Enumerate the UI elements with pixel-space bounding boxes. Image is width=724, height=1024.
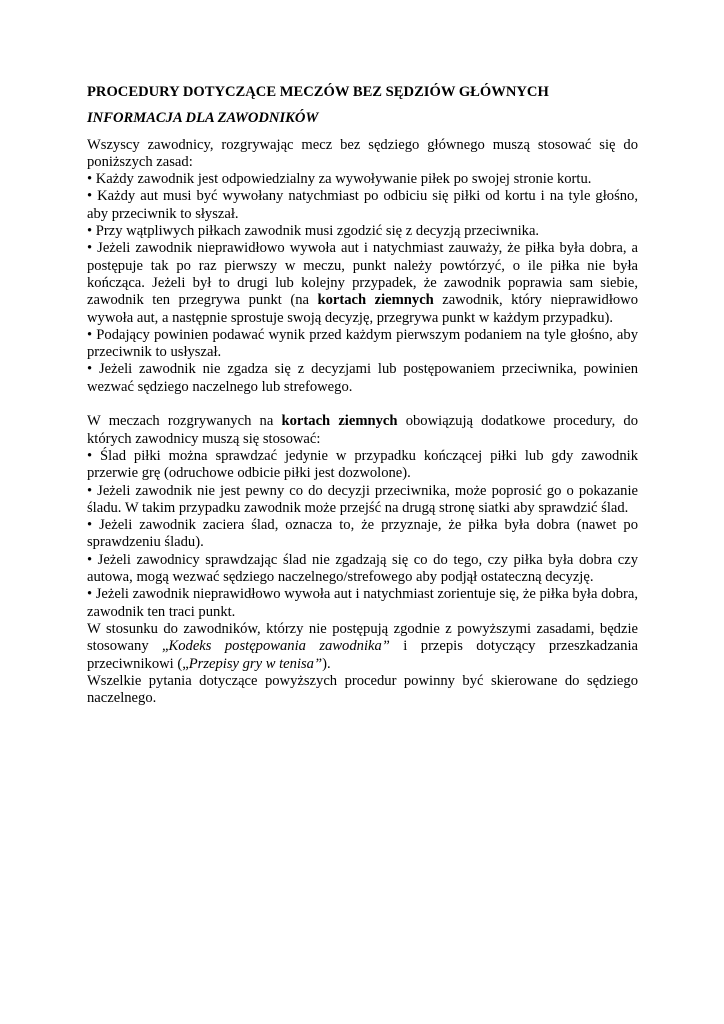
bullet-item: • Przy wątpliwych piłkach zawodnik musi zgodzić się z decyzją przeciwnika. (87, 223, 540, 240)
text-run: zawodnik ten przegrywa punkt (na (87, 292, 309, 309)
text-line (87, 656, 638, 673)
bullet-item: • Jeżeli zawodnik nieprawidłowo wywoła aut i natychmiast zauważy, że piłka była dobra, a (87, 240, 638, 257)
section-basic-rules (87, 137, 638, 396)
text-line: W stosunku do zawodników, którzy nie postępują zgodnie z powyższymi zasadami, będzie (87, 620, 638, 637)
text-line: sprawdzeniu śladu). (87, 534, 204, 551)
text-line: kończąca. Jeżeli był to drugi lub kolejny przypadek, że zawodnik poprawia sam siebie, (87, 274, 638, 291)
bullet-item: • Podający powinien podawać wynik przed każdym pierwszym podaniem na tyle głośno, aby (87, 326, 638, 343)
text-line: przeciwnik to usłyszał. (87, 344, 222, 361)
bullet-item: • Jeżeli zawodnicy sprawdzając ślad nie zgadzają się co do tego, czy piłka była dobra czy (87, 551, 638, 568)
text-line: przerwie grę (odruchowe odbicie piłki jest dozwolone). (87, 465, 411, 482)
text-run: i przepis dotyczący przeszkadzania (389, 638, 638, 655)
paragraph-gap (87, 396, 638, 413)
italic-text: Kodeks postępowania zawodnika” (168, 638, 390, 655)
text-line (87, 638, 638, 655)
bullet-item: • Jeżeli zawodnik nie jest pewny co do decyzji przeciwnika, może poprosić go o pokazanie (87, 482, 638, 499)
text-run: obowiązują dodatkowe procedury, do (405, 413, 638, 430)
text-line: śladu. W takim przypadku zawodnik może przejść na drugą stronę siatki aby sprawdzić ślad. (87, 499, 629, 516)
bullet-item: • Każdy zawodnik jest odpowiedzialny za wywoływanie piłek po swojej stronie kortu. (87, 171, 592, 188)
bullet-item: • Jeżeli zawodnik nie zgadza się z decyzjami lub postępowaniem przeciwnika, powinien (87, 361, 638, 378)
text-line: zawodnik ten traci punkt. (87, 603, 236, 620)
text-line: wywoła aut, a następnie sprostuje swoją decyzję, przegrywa punkt w każdym przypadku). (87, 309, 614, 326)
document-page (87, 84, 638, 707)
text-run: stosowany „ (87, 638, 169, 655)
section-clay-court-rules (87, 413, 638, 707)
text-line: poniższych zasad: (87, 153, 193, 170)
bold-text: kortach ziemnych (281, 413, 398, 430)
text-line (87, 292, 638, 309)
text-run: zawodnik, który nieprawidłowo (442, 292, 639, 309)
text-line: których zawodnicy muszą się stosować: (87, 430, 321, 447)
text-run: ). (322, 655, 331, 672)
text-line: wezwać sędziego naczelnego lub strefowego. (87, 378, 353, 395)
text-line: autowa, mogą wezwać sędziego naczelnego/strefowego aby podjął ostateczną decyzję. (87, 569, 594, 586)
italic-text: Przepisy gry w tenisa” (188, 655, 323, 672)
document-subtitle: INFORMACJA DLA ZAWODNIKÓW (87, 110, 319, 127)
text-line: Wszelkie pytania dotyczące powyższych procedur powinny być skierowane do sędziego (87, 672, 638, 689)
document-title: PROCEDURY DOTYCZĄCE MECZÓW BEZ SĘDZIÓW GŁÓWNYCH (87, 84, 549, 100)
bullet-item: • Jeżeli zawodnik zaciera ślad, oznacza to, że przyznaje, że piłka była dobra (nawet po (87, 517, 638, 534)
bullet-item: • Jeżeli zawodnik nieprawidłowo wywoła aut i natychmiast zorientuje się, że piłka była dobra, (87, 586, 638, 603)
text-line: naczelnego. (87, 690, 157, 707)
text-run: przeciwnikowi („ (87, 655, 189, 672)
text-run: W meczach rozgrywanych na (87, 413, 274, 430)
bullet-item: • Każdy aut musi być wywołany natychmiast po odbiciu się piłki od kortu i na tyle głośno, (87, 188, 638, 205)
text-line (87, 413, 638, 430)
bold-text: kortach ziemnych (317, 292, 434, 309)
text-line: postępuje tak po raz pierwszy w meczu, punkt należy powtórzyć, o ile piłka nie była (87, 257, 638, 274)
bullet-item: • Ślad piłki można sprawdzać jedynie w przypadku kończącej piłki lub gdy zawodnik (87, 447, 638, 464)
text-line: Wszyscy zawodnicy, rozgrywając mecz bez sędziego głównego muszą stosować się do (87, 136, 638, 153)
text-line: aby przeciwnik to słyszał. (87, 205, 239, 222)
